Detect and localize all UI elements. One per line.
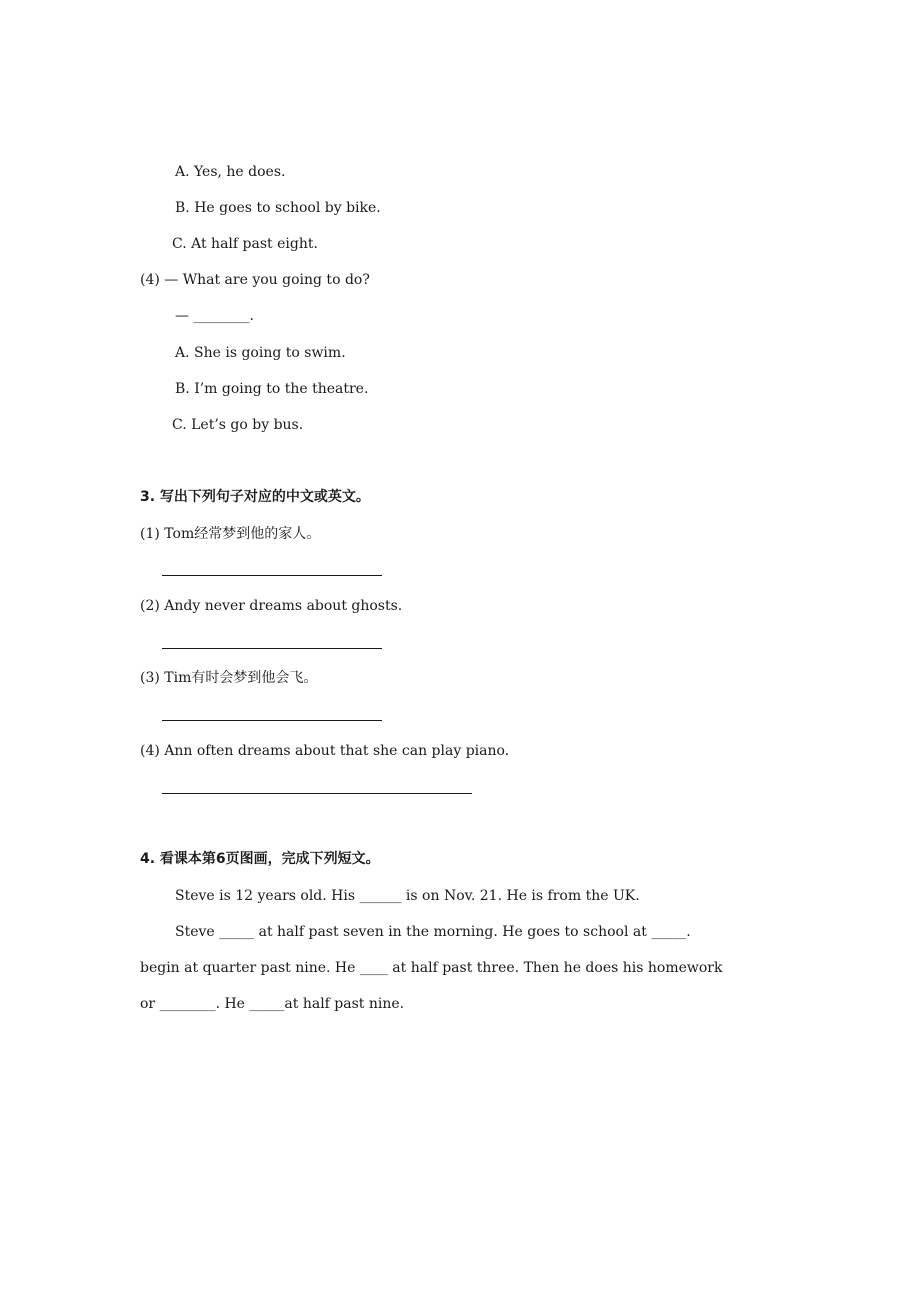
passage-line-2: Steve _____ at half past seven in the morning. He goes to school at _____. bbox=[175, 924, 691, 940]
translation-item-1: (1) Tom经常梦到他的家人。 bbox=[140, 526, 321, 542]
answer-line-1[interactable] bbox=[162, 575, 382, 576]
question-4-reply: — ________. bbox=[175, 308, 254, 324]
answer-line-3[interactable] bbox=[162, 720, 382, 721]
section-4-title: 4. 看课本第6页图画，完成下列短文。 bbox=[140, 851, 380, 867]
option-b: B. He goes to school by bike. bbox=[175, 200, 381, 216]
passage-line-4: or ________. He _____at half past nine. bbox=[140, 996, 405, 1012]
answer-line-4[interactable] bbox=[162, 793, 472, 794]
option-c: C. At half past eight. bbox=[172, 236, 318, 252]
option-c: C. Let’s go by bus. bbox=[172, 417, 304, 433]
translation-item-3: (3) Tim有时会梦到他会飞。 bbox=[140, 670, 318, 686]
translation-item-4: (4) Ann often dreams about that she can play piano. bbox=[140, 743, 510, 759]
passage-line-3: begin at quarter past nine. He ____ at half past three. Then he does his homework bbox=[140, 960, 723, 976]
option-a: A. She is going to swim. bbox=[175, 345, 346, 361]
option-b: B. I’m going to the theatre. bbox=[175, 381, 369, 397]
answer-line-2[interactable] bbox=[162, 648, 382, 649]
section-3-title: 3. 写出下列句子对应的中文或英文。 bbox=[140, 489, 370, 505]
passage-line-1: Steve is 12 years old. His ______ is on Nov. 21. He is from the UK. bbox=[175, 888, 640, 904]
question-4-prompt: (4) — What are you going to do? bbox=[140, 272, 370, 288]
translation-item-2: (2) Andy never dreams about ghosts. bbox=[140, 598, 403, 614]
option-a: A. Yes, he does. bbox=[175, 164, 286, 180]
